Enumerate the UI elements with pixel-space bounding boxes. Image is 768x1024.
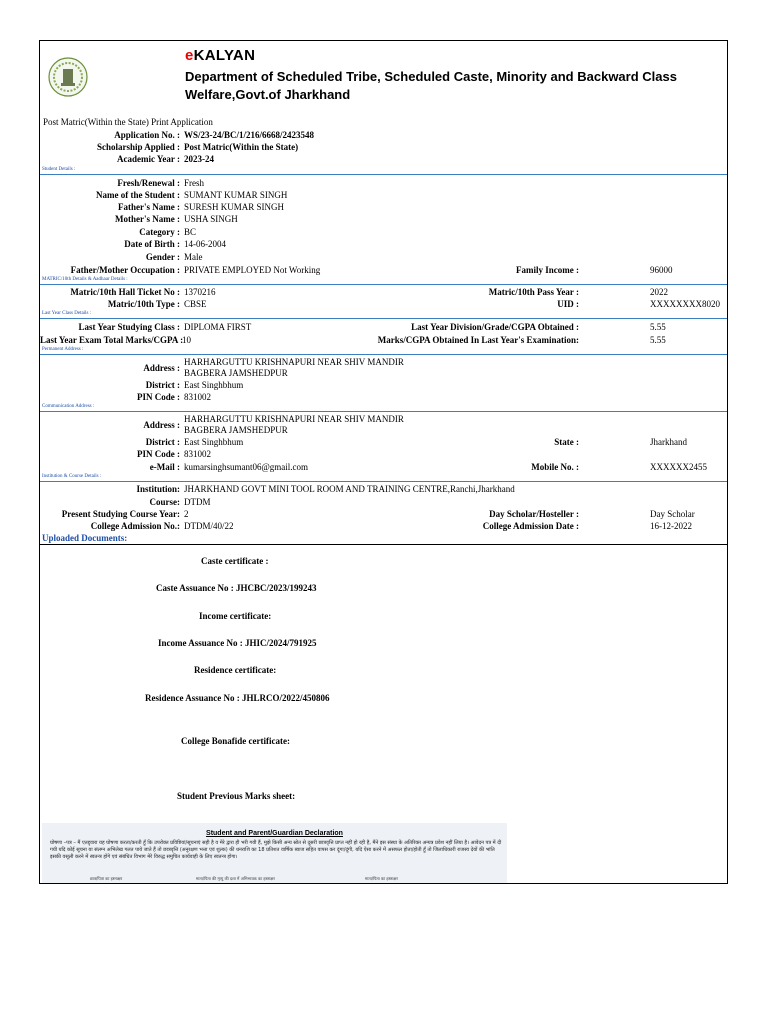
- declaration-text: घोषणा –पत्र – मैं एतद्द्वारा यह घोषणा करता/करती हूँ कि उपरोक्त प्रविष्टियां/सूचनाएं सही है व मेरे द्वारा ही भरी गयी हैं, मुझे किसी अन्य स्रोत से दूसरी छात्रवृत्ति प्राप्त नहीं हो रही है, मैंने इस संस्था के अतिरिक्त अन्यत्र प्रवेश नहीं लिया है। आवेदन पत्र में दी गयी यदि कोई सूचना या संलग्न अभिलेख गलत पाये जाते हैं तो छात्रवृत्ति (अनुरक्षण भत्ता एवं शुल्क) की धनराशि का 18 प्रतिशत वार्षिक ब्याज सहित वापस कर दूंगा/दूंगी, यदि ऐसा करने में असफल होता/होती हूँ तो जिलाधिकारी राजस्व देयों की भांति इसकी वसूली करने में स्वतन्त्र होंगे एवं संबंधित विभाग मेरे विरुद्ध समुचित कार्यवाही के लिए स्वतन्त्र होगा।: [50, 840, 502, 860]
- section-divider: [40, 174, 727, 175]
- declaration-title: Student and Parent/Guardian Declaration: [206, 830, 343, 837]
- section-divider: [40, 411, 727, 412]
- print-title: Post Matric(Within the State) Print Application: [43, 117, 213, 127]
- brand-title: eKALYAN: [185, 47, 256, 64]
- marksheet-label: Student Previous Marks sheet:: [177, 791, 296, 801]
- department-title: Department of Scheduled Tribe, Scheduled Caste, Minority and Backward Class Welfare,Govt.of Jharkhand: [185, 69, 677, 102]
- residence-assurance-no: Residence Assuance No : JHLRCO/2022/450806: [145, 693, 330, 703]
- student-signature-label: छात्र/पिता का हस्ताक्षर: [90, 876, 123, 881]
- section-last-year: Last Year Class Details :: [42, 311, 92, 316]
- residence-certificate-label: Residence certificate:: [194, 665, 277, 675]
- caste-certificate-label: Caste certificate :: [201, 556, 269, 566]
- section-divider: [40, 544, 727, 545]
- parent-signature-label: माता/पिता का हस्ताक्षर: [365, 876, 398, 881]
- section-institution: Institution & Course Details :: [42, 474, 102, 479]
- section-divider: [40, 318, 727, 319]
- section-communication: Communication Address :: [42, 404, 95, 409]
- permanent-address-row: Address : HARHARGUTTU KRISHNAPURI NEAR SHIV MANDIR BAGBERA JAMSHEDPUR: [143, 357, 404, 378]
- income-assurance-no: Income Assuance No : JHIC/2024/791925: [158, 638, 317, 648]
- section-divider: [40, 354, 727, 355]
- section-student: Student Details :: [42, 167, 76, 172]
- income-certificate-label: Income certificate:: [199, 611, 272, 621]
- section-permanent: Permanent Address :: [42, 347, 84, 352]
- uploaded-documents-heading: Uploaded Documents:: [42, 533, 128, 543]
- application-sheet: eKALYAN Department of Scheduled Tribe, Scheduled Caste, Minority and Backward Class Welfare,Govt.of Jharkhand Post Matric(Within the State) Print Application Application No. : WS/23-24/BC/1/216/6668/2423548 Scholarship Applied : Post Matric(Within the State) Academic Year : 2023-24 Student Details : Fresh/Renewal : Fresh Name of the Student : SUMANT KUMAR SINGH Father's Name : SURESH KUMAR SINGH Mother's Name : USHA SINGH Category : BC Date of Birth : 14-06-2004 Gender : Male Father/Mother Occupation : PRIVATE EMPLOYED Not Working Family Income : 96000 MATRIC/10th Details & Aadhaar Details : Matric/10th Hall Ticket No : 1370216 Matric/10th Pass Year : 2022 Matric/10th Type : CBSE UID : XXXXXXXX8020 Last Year Class Details : Last Year Studying Class : DIPLOMA FIRST Last Year Division/Grade/CGPA Obtained : 5.55 Last Year Exam Total Marks/CGPA : 10 Marks/CGPA Obtained In Last Year's Examination: 5.55 Permanent Address : Address : HARHARGUTTU KRISHNAPURI NEAR SHIV MANDIR BAGBERA JAMSHEDPUR District : East Singhbhum PIN Code : 831002 Communication Address : Address : HARHARGUTTU KRISHNAPURI NEAR SHIV MANDIR BAGBERA JAMSHEDPUR District : East Singhbhum State : Jharkhand PIN Code : 831002 e-Mail : kumarsinghsumant06@gmail.com Mobile No. : XXXXXX2455 Institution & Course Details : Institution: JHARKHAND GOVT MINI TOOL ROOM AND TRAINING CENTRE,Ranchi,Jharkhand Course: DTDM Present Studying Course Year: 2 Day Scholar/Hosteller : Day Scholar College Admission No.: DTDM/40/22 College Admission Date : 16-12-2022 Uploaded Documents: Caste certificate : Caste Assuance No : JHCBC/2023/199243 Income certificate: Income Assuance No : JHIC/2024/791925 Residence certificate: Residence Assuance No : JHLRCO/2022/450806 College Bonafide certificate: Student Previous Marks sheet: Student and Parent/Guardian Declaration घोषणा –पत्र – मैं एतद्द्वारा यह घोषणा करता/करती हूँ कि उपरोक्त प्रविष्टियां/सूचनाएं सही है व मेरे द्वारा ही भरी गयी हैं, मुझे किसी अन्य स्रोत से दूसरी छात्रवृत्ति प्राप्त नहीं हो रही है, मैंने इस संस्था के अतिरिक्त अन्यत्र प्रवेश नहीं लिया है। आवेदन पत्र में दी गयी यदि कोई सूचना या संलग्न अभिलेख गलत पाये जाते हैं तो छात्रवृत्ति (अनुरक्षण भत्ता एवं शुल्क) की धनराशि का 18 प्रतिशत वार्षिक ब्याज सहित वापस कर दूंगा/दूंगी, यदि ऐसा करने में असफल होता/होती हूँ तो जिलाधिकारी राजस्व देयों की भांति इसकी वसूली करने में स्वतन्त्र होंगे एवं संबंधित विभाग मेरे विरुद्ध समुचित कार्यवाही के लिए स्वतन्त्र होगा। छात्र/पिता का हस्ताक्षर माता/पिता की मृत्यु की दशा में अभिभावक का हस्ताक्षर माता/पिता का हस्ताक्षर: [39, 40, 728, 884]
- jharkhand-emblem-icon: [48, 57, 88, 97]
- declaration-box: [42, 823, 507, 883]
- bonafide-certificate-label: College Bonafide certificate:: [181, 736, 290, 746]
- communication-address-row: Address : HARHARGUTTU KRISHNAPURI NEAR SHIV MANDIR BAGBERA JAMSHEDPUR: [143, 414, 404, 435]
- caste-assurance-no: Caste Assuance No : JHCBC/2023/199243: [156, 583, 317, 593]
- section-divider: [40, 284, 727, 285]
- section-matric: MATRIC/10th Details & Aadhaar Details :: [42, 277, 128, 282]
- guardian-signature-label: माता/पिता की मृत्यु की दशा में अभिभावक का हस्ताक्षर: [196, 876, 275, 881]
- section-divider: [40, 481, 727, 482]
